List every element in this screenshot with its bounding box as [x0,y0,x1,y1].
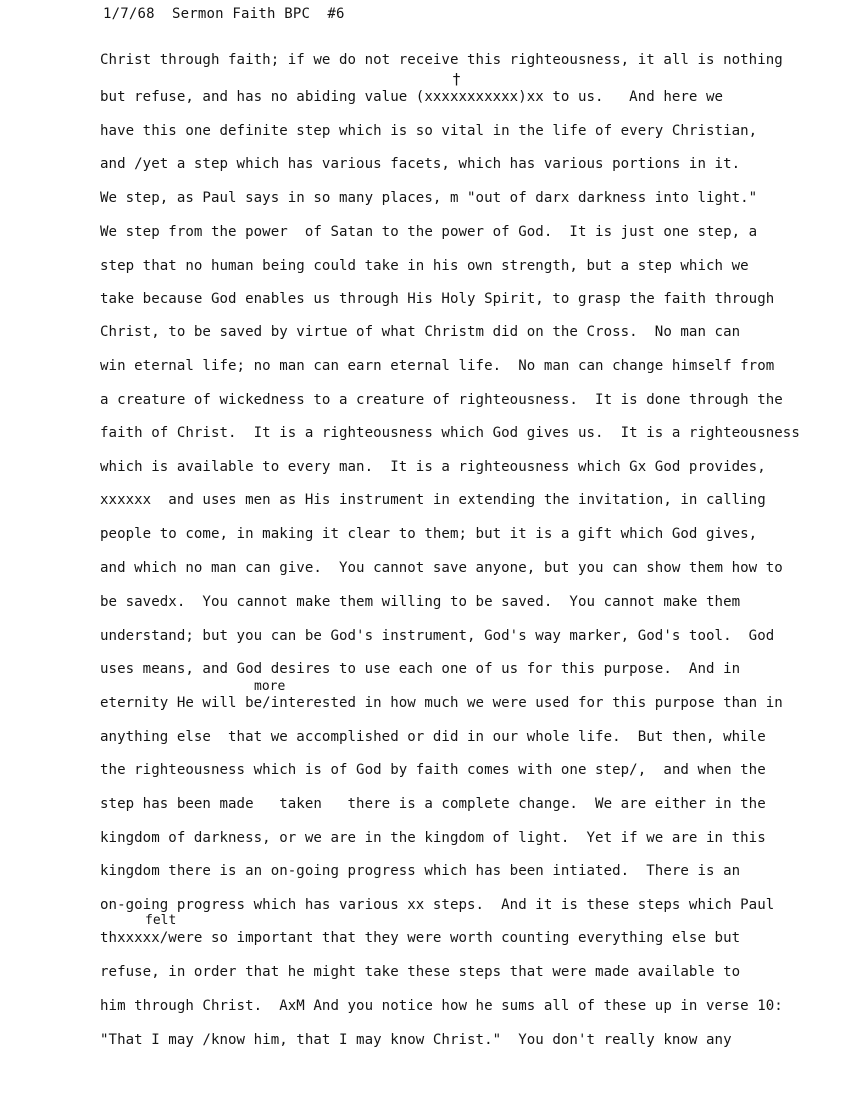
text-line: faith of Christ. It is a righteousness which God gives us. It is a righteousness [100,425,800,441]
insertion-more: more [254,679,286,694]
handwritten-dagger-mark: † [452,70,462,88]
text-line: understand; but you can be God's instrument, God's way marker, God's tool. God [100,628,775,644]
text-line: the righteousness which is of God by faith comes with one step/, and when the [100,762,766,778]
text-line: take because God enables us through His Holy Spirit, to grasp the faith through [100,291,775,307]
text-line: "That I may /know him, that I may know Christ." You don't really know any [100,1032,732,1048]
page-header: 1/7/68 Sermon Faith BPC #6 [103,6,345,22]
text-line: We step, as Paul says in so many places, m "out of darx darkness into light." [100,190,758,206]
text-line: have this one definite step which is so vital in the life of every Christian, [100,123,758,139]
text-line: uses means, and God desires to use each one of us for this purpose. And in [100,661,741,677]
text-line: thxxxxx/were so important that they were worth counting everything else but [100,930,741,946]
text-line: him through Christ. AxM And you notice how he sums all of these up in verse 10: [100,998,783,1014]
text-line: step has been made taken there is a complete change. We are either in the [100,796,766,812]
text-line: refuse, in order that he might take these steps that were made available to [100,964,741,980]
text-line: win eternal life; no man can earn eternal life. No man can change himself from [100,358,775,374]
insertion-felt: felt [145,913,177,928]
text-line: and which no man can give. You cannot save anyone, but you can show them how to [100,560,783,576]
text-line: We step from the power of Satan to the power of God. It is just one step, a [100,224,758,240]
text-line: xxxxxx and uses men as His instrument in extending the invitation, in calling [100,492,766,508]
text-line: and /yet a step which has various facets, which has various portions in it. [100,156,741,172]
text-line: step that no human being could take in his own strength, but a step which we [100,258,749,274]
text-line: which is available to every man. It is a righteousness which Gx God provides, [100,459,766,475]
text-line: be savedx. You cannot make them willing to be saved. You cannot make them [100,594,741,610]
text-line: on-going progress which has various xx steps. And it is these steps which Paul [100,897,775,913]
text-line: Christ through faith; if we do not receive this righteousness, it all is nothing [100,52,783,68]
text-line: kingdom of darkness, or we are in the kingdom of light. Yet if we are in this [100,830,766,846]
text-line: people to come, in making it clear to them; but it is a gift which God gives, [100,526,758,542]
text-line: anything else that we accomplished or did in our whole life. But then, while [100,729,766,745]
text-line: but refuse, and has no abiding value (xxxxxxxxxxx)xx to us. And here we [100,89,724,105]
text-line: a creature of wickedness to a creature of righteousness. It is done through the [100,392,783,408]
text-line: Christ, to be saved by virtue of what Christm did on the Cross. No man can [100,324,741,340]
text-line: eternity He will be/interested in how much we were used for this purpose than in [100,695,783,711]
text-line: kingdom there is an on-going progress which has been intiated. There is an [100,863,741,879]
